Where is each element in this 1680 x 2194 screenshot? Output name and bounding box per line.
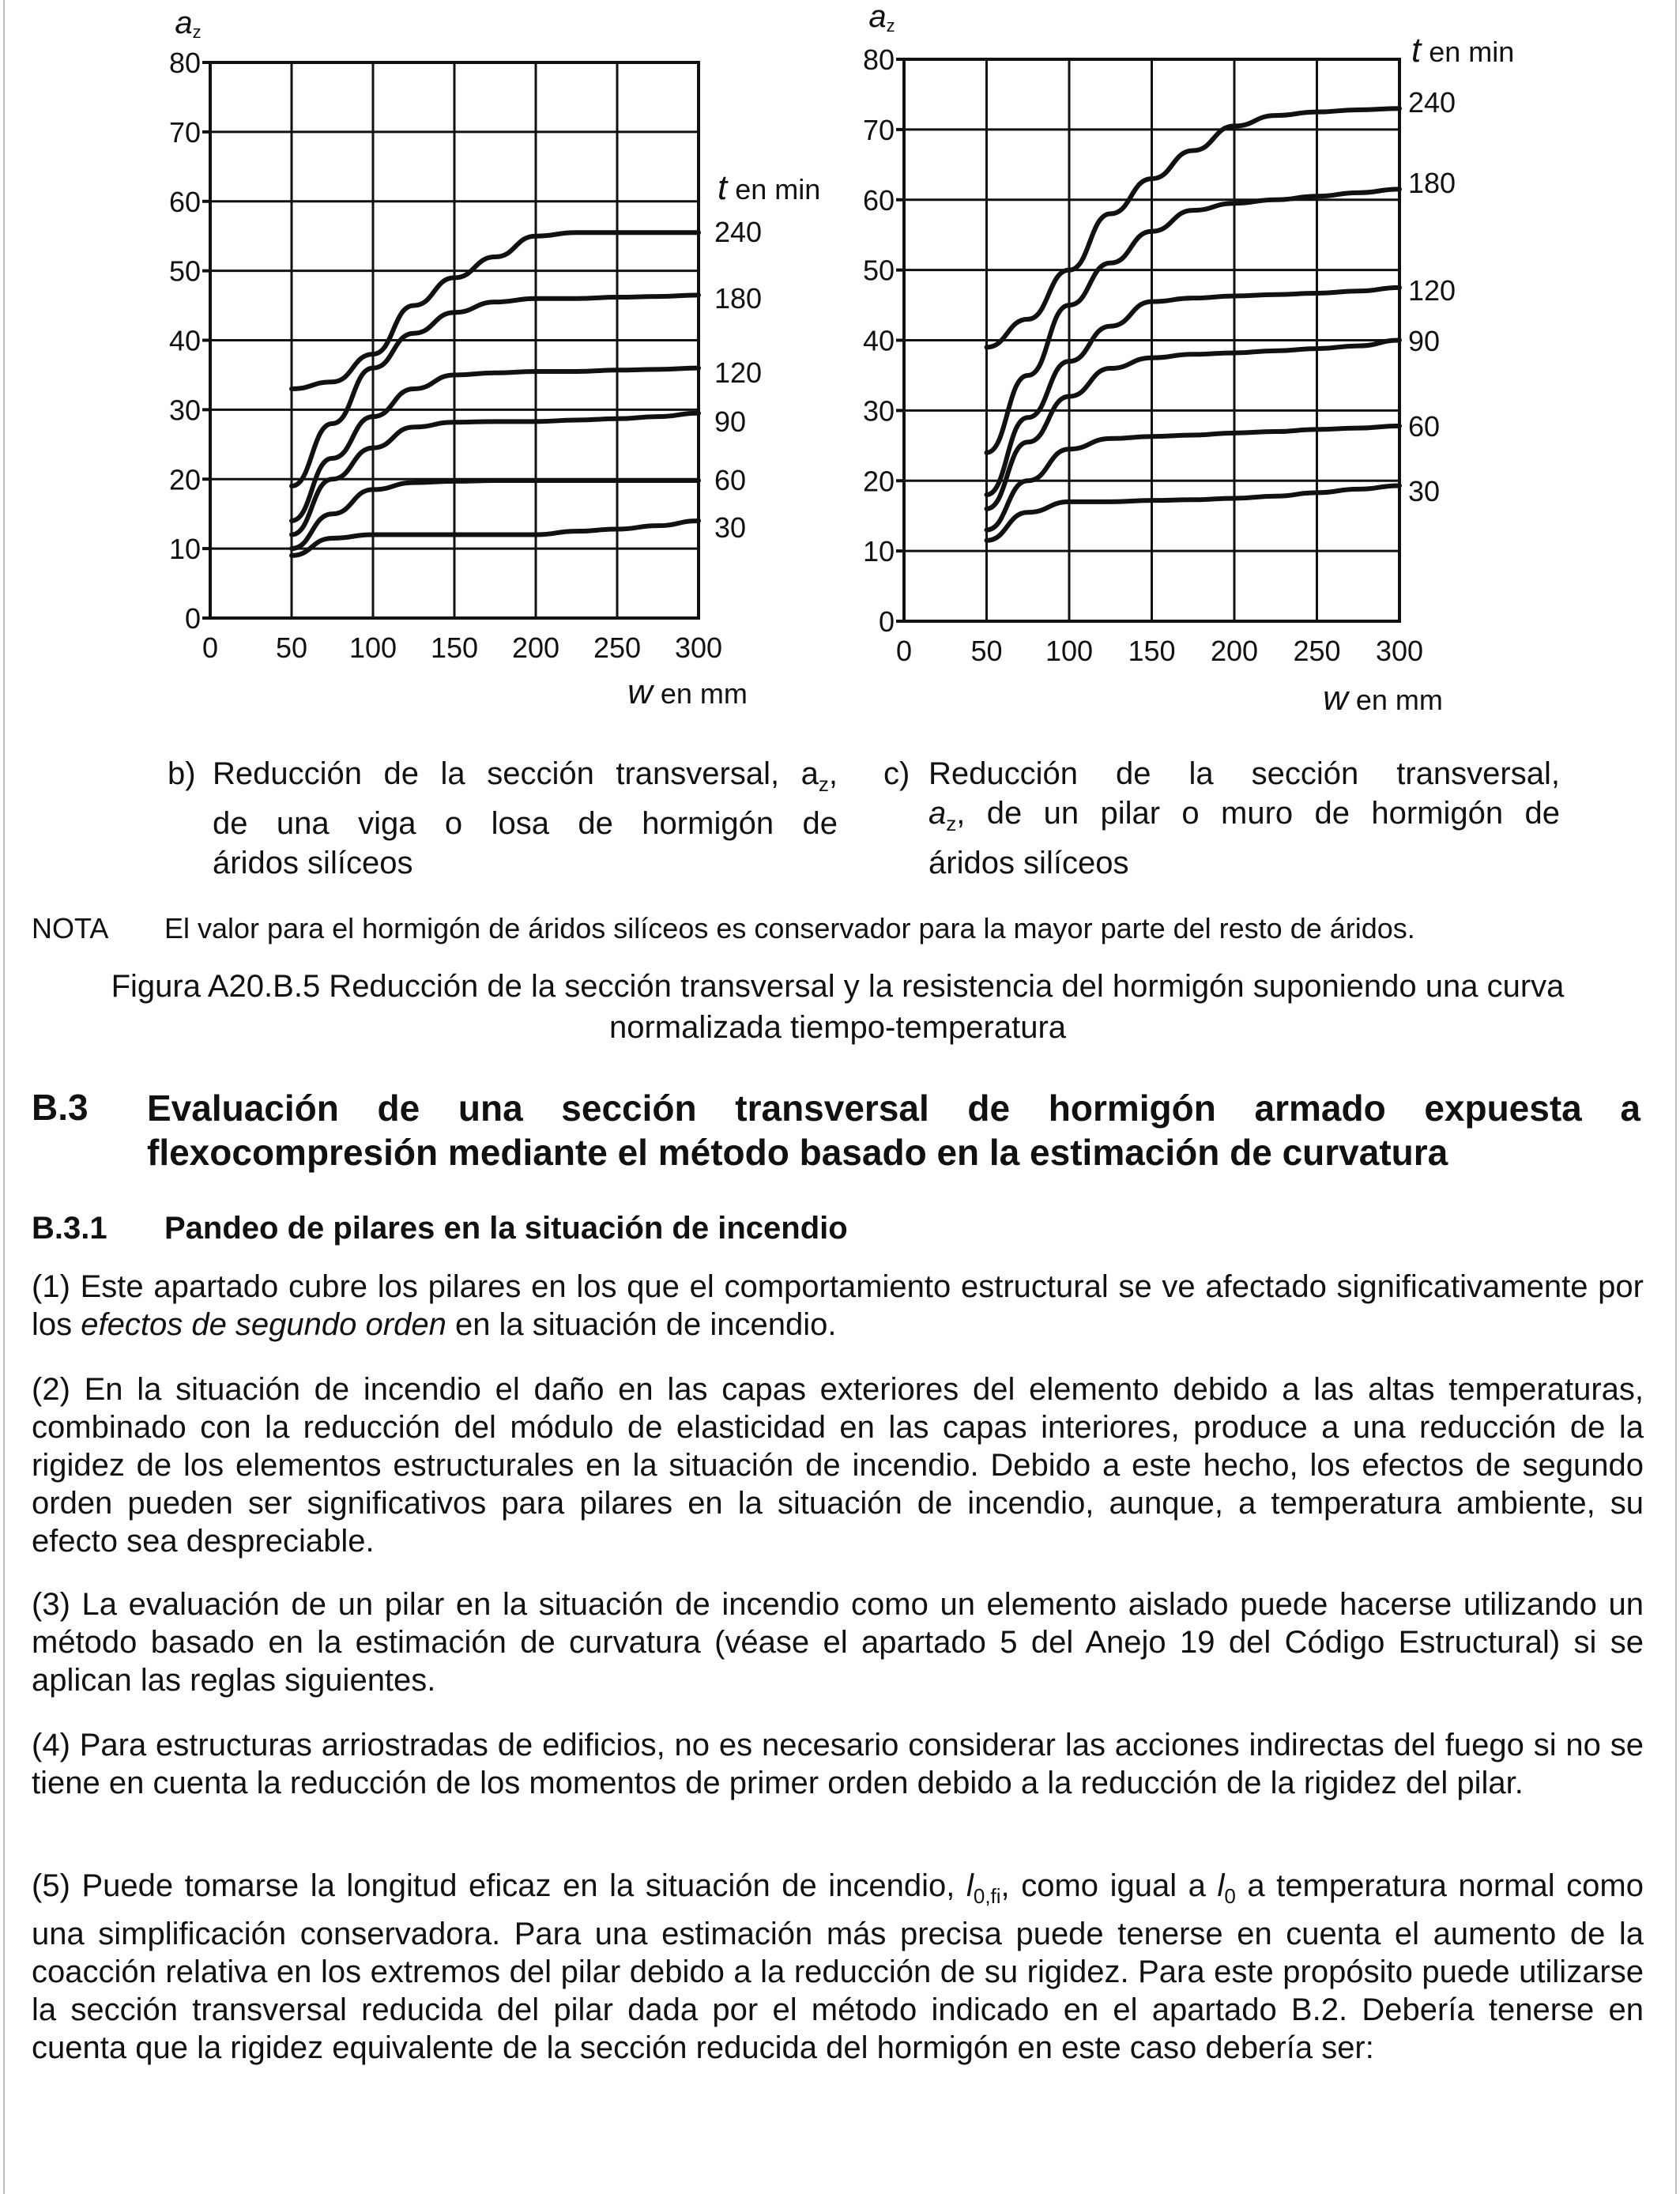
y-tick-label: 50 <box>168 254 201 288</box>
x-tick-label: 50 <box>275 631 308 664</box>
series-label-120: 120 <box>1408 274 1456 307</box>
chart-column-wall <box>0 0 1680 727</box>
legend-title: t en min <box>1411 31 1515 70</box>
paragraph-5: (5) Puede tomarse la longitud eficaz en la situación de incendio, $l_{0,fi}$, como igual a $l_0$ a temperatura normal como una simplificación conservadora. Para una estimación más precisa puede tenerse en cuenta el aumento de la coacción relativa en los extremos del pilar debido a la reducción de su rigidez. Para este propósito puede utilizarse la sección transversal reducida del pilar dada por el método indicado en el apartado B.2. Debería tenerse en cuenta que la rigidez equivalente de la sección reducida del hormigón en este caso debería ser: <box>32 1868 1644 2065</box>
caption-label: c) <box>883 756 910 791</box>
y-tick-label: 60 <box>862 183 895 217</box>
paragraph-4: (4) Para estructuras arriostradas de edificios, no es necesario considerar las acciones indirectas del fuego si no se tiene en cuenta la reducción de los momentos de primer orden debido a la reducción de la rigidez del pilar. <box>32 1728 1644 1800</box>
caption-line: $a_z$, de un pilar o muro de hormigón de <box>929 796 1560 835</box>
series-label-180: 180 <box>714 282 763 315</box>
y-tick-label: 0 <box>184 602 201 635</box>
y-tick-label: 20 <box>168 463 201 496</box>
caption-line: áridos silíceos <box>213 846 413 880</box>
caption-line: áridos silíceos <box>929 846 1129 880</box>
x-tick-label: 100 <box>1045 635 1094 667</box>
series-label-60: 60 <box>1408 410 1441 443</box>
x-tick-label: 0 <box>895 635 913 667</box>
x-tick-label: 150 <box>1128 635 1176 667</box>
y-tick-label: 60 <box>168 185 201 218</box>
series-label-90: 90 <box>714 405 747 438</box>
x-tick-label: 200 <box>1210 635 1259 667</box>
y-tick-label: 80 <box>168 47 201 79</box>
series-label-180: 180 <box>1408 167 1456 199</box>
note-label: NOTA <box>32 912 109 944</box>
y-tick-label: 70 <box>862 113 895 146</box>
section-title: Evaluación de una sección transversal de hormigón armado expuesta a flexocompresión mediante el método basado en la estimación de curvatura <box>147 1088 1640 1173</box>
series-line-30 <box>987 485 1400 540</box>
y-tick-label: 10 <box>168 533 201 566</box>
note <box>32 912 1415 945</box>
series-line-240 <box>987 108 1400 347</box>
x-tick-label: 100 <box>348 631 397 664</box>
series-line-60 <box>987 426 1400 530</box>
note-text: El valor para el hormigón de áridos silíceos es conservador para la mayor parte del resto de áridos. <box>164 912 1415 944</box>
y-tick-label: 40 <box>168 324 201 357</box>
section-number: B.3 <box>32 1087 89 1128</box>
x-tick-label: 300 <box>1375 635 1424 667</box>
paragraph-1: (1) Este apartado cubre los pilares en los que el comportamiento estructural se ve afectado significativamente por los efectos de segundo orden en la situación de incendio. <box>32 1269 1644 1342</box>
x-tick-label: 200 <box>511 631 560 664</box>
y-axis-label: az <box>175 6 202 42</box>
x-axis-label: w en mm <box>1323 679 1443 718</box>
series-label-90: 90 <box>1408 325 1441 357</box>
y-axis-label: az <box>868 0 895 36</box>
series-label-240: 240 <box>1408 86 1456 119</box>
series-label-30: 30 <box>714 511 747 544</box>
y-tick-label: 20 <box>862 465 895 498</box>
paragraph-3: (3) La evaluación de un pilar en la situación de incendio como un elemento aislado puede hacerse utilizando un método basado en la estimación de curvatura (véase el apartado 5 del Anejo 19 del Código Estructural) si se aplican las reglas siguientes. <box>32 1587 1644 1698</box>
x-tick-label: 250 <box>1293 635 1341 667</box>
y-tick-label: 40 <box>862 324 895 357</box>
y-tick-label: 10 <box>862 535 895 568</box>
y-tick-label: 70 <box>168 115 201 149</box>
y-tick-label: 80 <box>862 43 895 76</box>
series-label-120: 120 <box>714 356 763 389</box>
subsection-number: B.3.1 <box>32 1211 107 1246</box>
y-tick-label: 30 <box>168 394 201 427</box>
series-label-30: 30 <box>1408 475 1441 507</box>
x-tick-label: 150 <box>430 631 479 664</box>
y-tick-label: 50 <box>862 254 895 287</box>
caption-line: de una viga o losa de hormigón de <box>213 806 838 841</box>
paragraph-2: (2) En la situación de incendio el daño en las capas exteriores del elemento debido a las altas temperaturas, combinado con la reducción del módulo de elasticidad en las capas interiores, produce a una reducción de la rigidez de los elementos estructurales en la situación de incendio. Debido a este hecho, los efectos de segundo orden pueden ser significativos para pilares en la situación de incendio, aunque, a temperatura ambiente, su efecto sea despreciable. <box>32 1372 1644 1559</box>
subsection-title: Pandeo de pilares en la situación de incendio <box>164 1211 848 1246</box>
caption-line: Reducción de la sección transversal, $a_z$, <box>213 756 838 796</box>
x-tick-label: 50 <box>970 635 1003 667</box>
y-tick-label: 0 <box>878 605 895 638</box>
legend-title: t en min <box>718 168 821 207</box>
series-line-180 <box>987 189 1400 452</box>
x-tick-label: 300 <box>674 631 723 664</box>
series-label-60: 60 <box>714 464 747 496</box>
caption-label: b) <box>168 756 196 791</box>
caption-line: Reducción de la sección transversal, <box>929 756 1560 791</box>
series-line-90 <box>987 341 1400 509</box>
y-tick-label: 30 <box>862 394 895 428</box>
x-axis-label: w en mm <box>627 673 748 711</box>
series-label-240: 240 <box>714 216 763 248</box>
x-tick-label: 250 <box>593 631 642 664</box>
x-tick-label: 0 <box>202 631 219 664</box>
figure-caption: Figura A20.B.5 Reducción de la sección transversal y la resistencia del hormigón suponiendo una curva normalizada tiempo-temperatura <box>111 969 1565 1045</box>
